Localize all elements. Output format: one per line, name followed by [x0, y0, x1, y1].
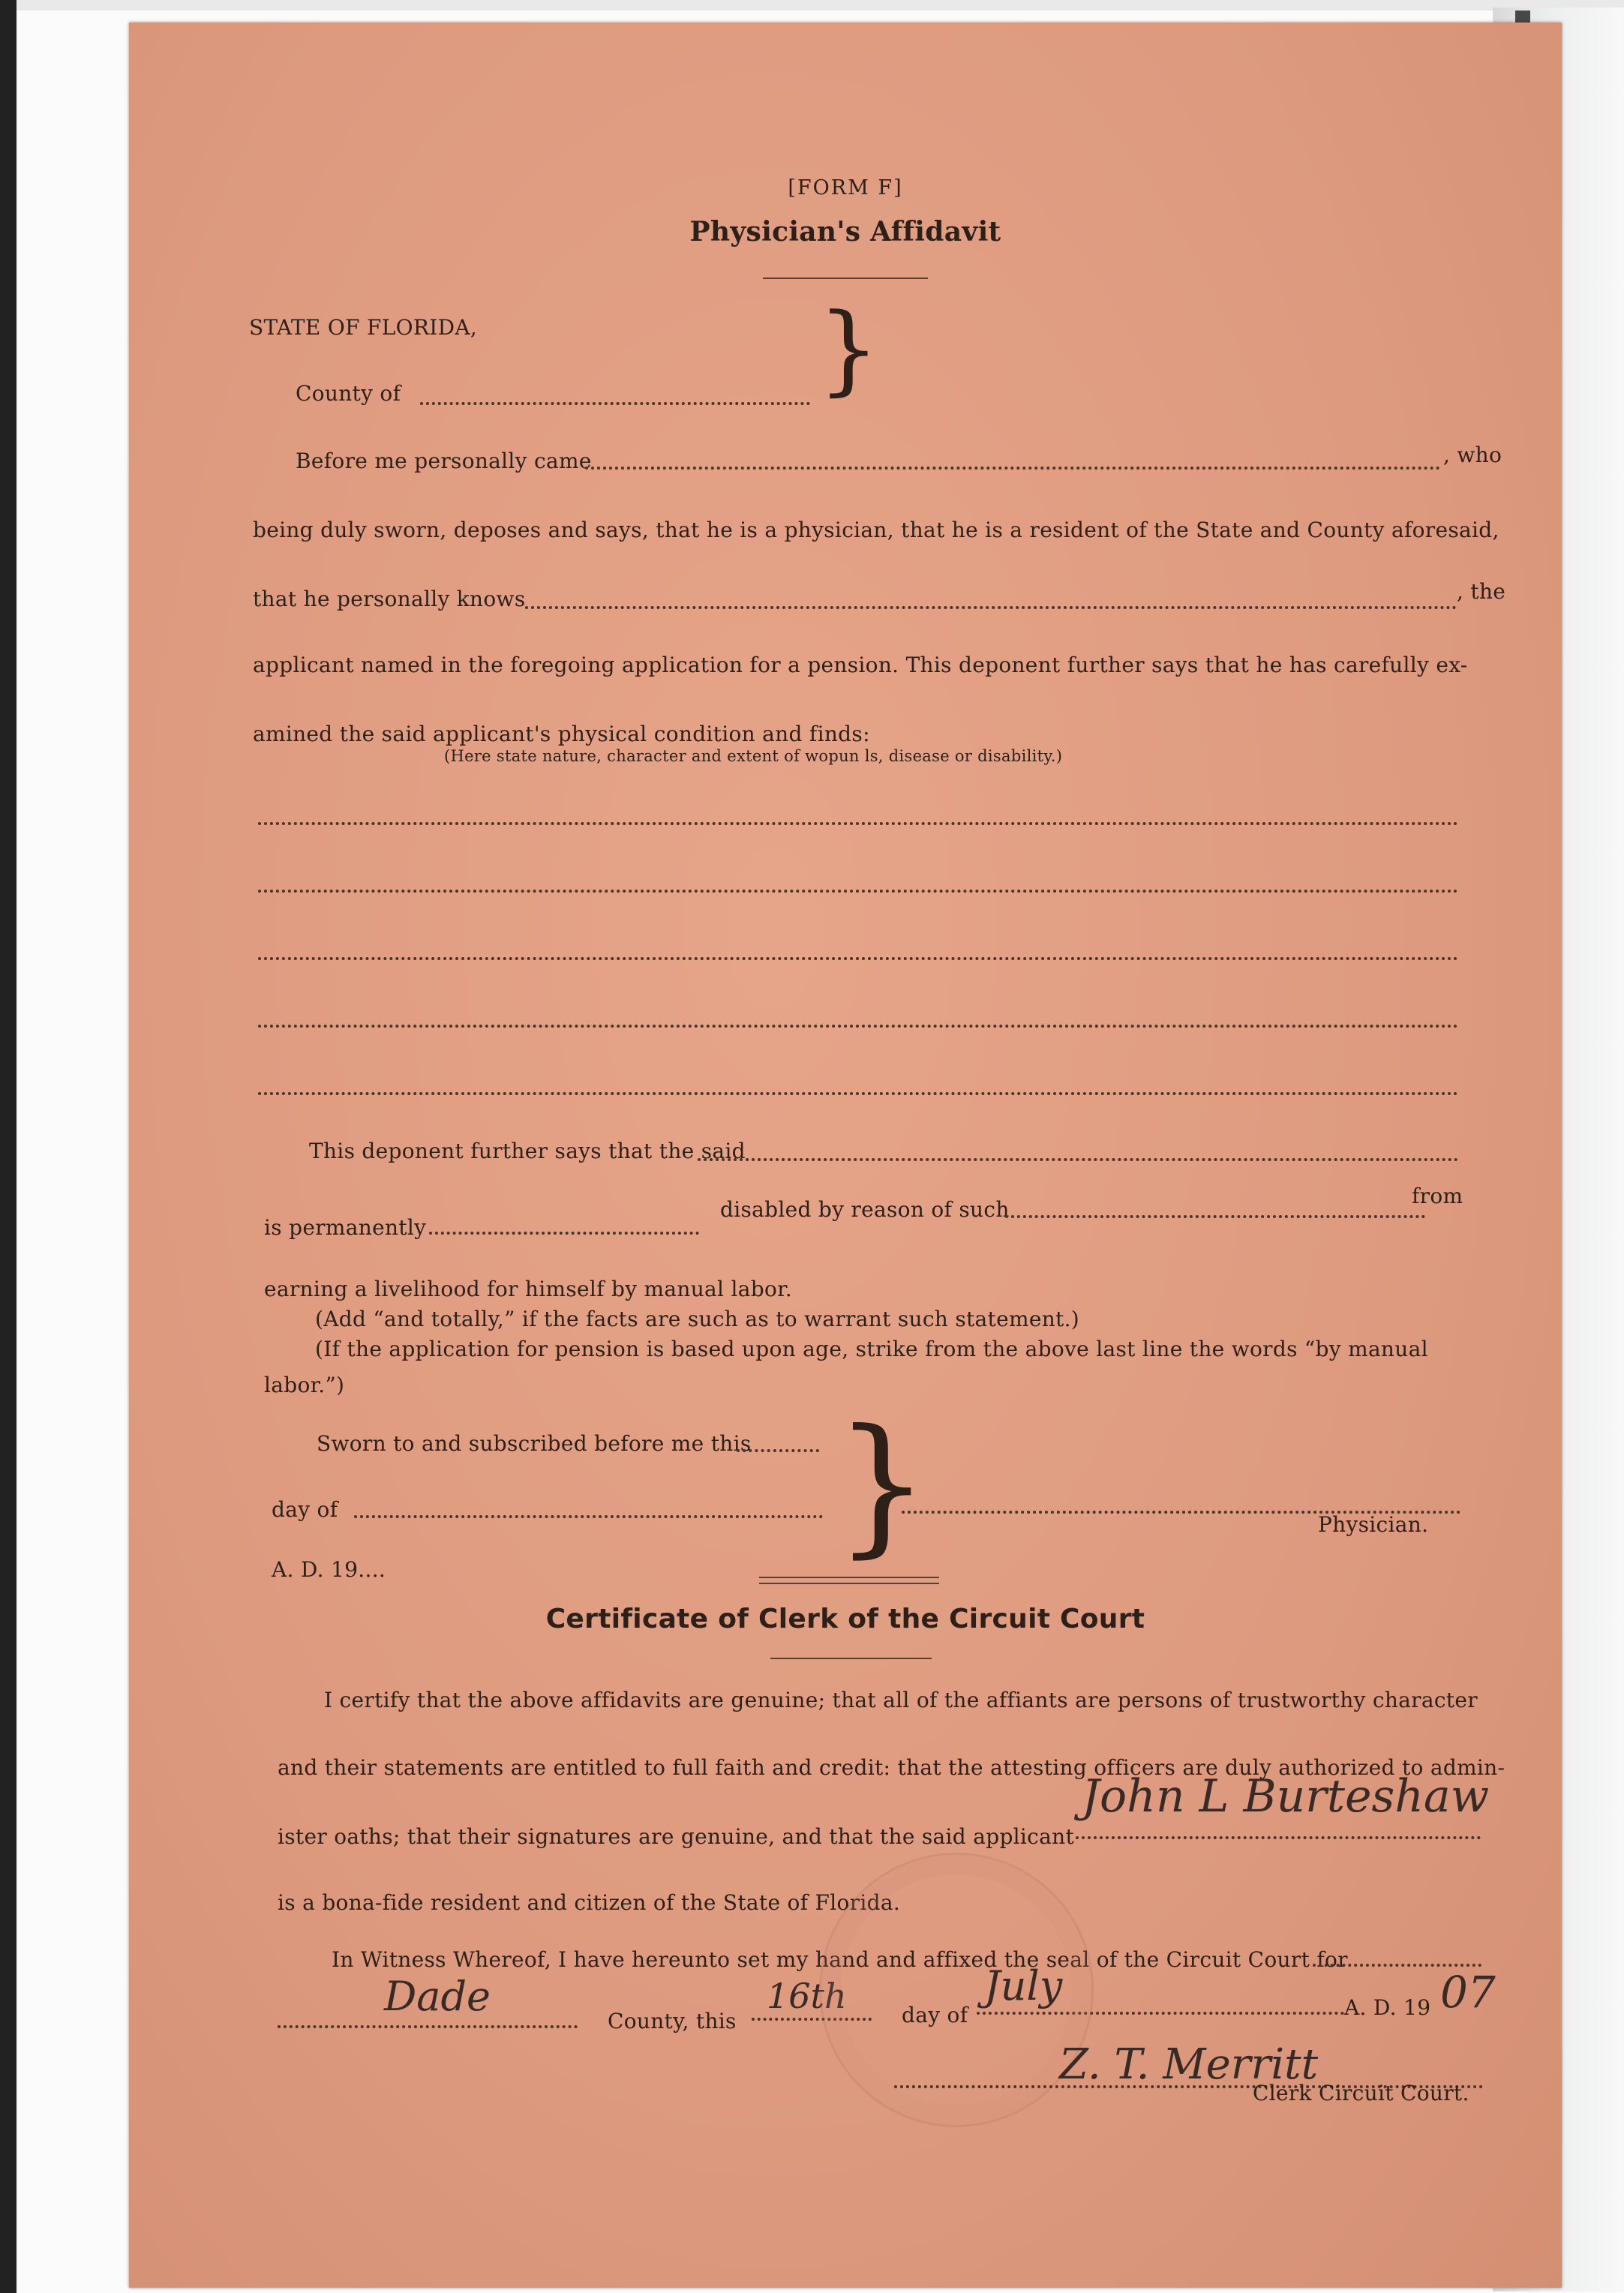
title-rule	[763, 278, 928, 279]
document-page	[129, 23, 1562, 2288]
clerk-label: Clerk Circuit Court.	[1253, 2081, 1469, 2105]
form-label: [FORM F]	[788, 176, 903, 200]
certificate-line-3: ister oaths; that their signatures are genuine, and that the said applicant	[278, 1824, 1075, 1849]
scan-left-edge	[0, 0, 17, 2293]
section-rule	[759, 1577, 939, 1578]
clerk-day-of-label: day of	[902, 2003, 968, 2027]
handwritten-year: 07	[1440, 1967, 1496, 2018]
applicant-fill-line	[525, 606, 1457, 609]
the-label: , the	[1457, 579, 1506, 604]
disabled-label: disabled by reason of such	[720, 1197, 1010, 1222]
venue-brace: }	[818, 292, 880, 406]
jurat-ad-label: A. D. 19....	[272, 1557, 386, 1582]
if-application-note: (If the application for pension is based upon age, strike from the above last line the words “by manual	[315, 1337, 1428, 1361]
here-state-note: (Here state nature, character and extent of wopun ls, disease or disability.)	[444, 747, 1063, 765]
applicant-named-text: applicant named in the foregoing application for a pension. This deponent further says that he has carefully ex-	[253, 653, 1468, 677]
knows-label: that he personally knows	[253, 587, 526, 611]
permanently-fill-line	[429, 1232, 699, 1235]
clerk-county-fill-line	[278, 2025, 578, 2028]
add-totally-note: (Add “and totally,” if the facts are such as to warrant such statement.)	[315, 1307, 1080, 1331]
findings-line	[258, 822, 1458, 825]
handwritten-day: 16th	[767, 1976, 847, 2016]
disabled-fill-line	[1005, 1215, 1425, 1218]
jurat-month-fill-line	[354, 1515, 823, 1518]
findings-line	[258, 1025, 1458, 1028]
clerk-ad-label: A. D. 19	[1344, 1995, 1431, 2020]
certificate-line-1: I certify that the above affidavits are genuine; that all of the affiants are persons of trustworthy character	[324, 1688, 1478, 1712]
scan-top-edge	[0, 0, 1624, 11]
labor-note: labor.”)	[264, 1373, 345, 1397]
findings-line	[258, 890, 1458, 893]
earning-text: earning a livelihood for himself by manual labor.	[264, 1277, 792, 1301]
jurat-brace: }	[834, 1397, 930, 1572]
affiant-fill-line	[585, 467, 1440, 470]
applicant-signature: John L Burteshaw	[1082, 1770, 1490, 1823]
state-label: STATE OF FLORIDA,	[249, 315, 478, 340]
findings-line	[258, 1092, 1458, 1095]
county-fill-line	[420, 402, 810, 405]
further-says-label: This deponent further says that the said	[309, 1139, 746, 1163]
handwritten-month: July	[984, 1962, 1063, 2009]
physician-label: Physician.	[1318, 1512, 1429, 1537]
findings-line	[258, 957, 1458, 960]
from-label: from	[1412, 1184, 1463, 1208]
sworn-day-fill-line	[737, 1449, 819, 1452]
form-title: Physician's Affidavit	[689, 216, 1001, 248]
certificate-rule	[770, 1658, 932, 1659]
jurat-day-of-label: day of	[272, 1497, 338, 1522]
examined-text: amined the said applicant's physical condition and finds:	[253, 722, 870, 746]
certificate-title: Certificate of Clerk of the Circuit Court	[545, 1604, 1145, 1634]
duly-sworn-text: being duly sworn, deposes and says, that he is a physician, that he is a resident of the State and County aforesaid,	[253, 518, 1499, 542]
certificate-line-2: and their statements are entitled to full faith and credit: that the attesting officers are duly authorized to admin-	[278, 1755, 1505, 1780]
clerk-signature: Z. T. Merritt	[1059, 2040, 1319, 2089]
witness-line: In Witness Whereof, I have hereunto set my hand and affixed the seal of the Circuit Court for	[332, 1947, 1348, 1972]
county-this-label: County, this	[608, 2009, 737, 2033]
applicant-name-fill-line	[1076, 1836, 1481, 1839]
said-fill-line	[698, 1158, 1458, 1161]
handwritten-county: Dade	[384, 1973, 491, 2020]
county-label: County of	[296, 381, 401, 406]
permanently-label: is permanently	[264, 1215, 427, 1240]
sworn-label: Sworn to and subscribed before me this	[317, 1431, 752, 1456]
certificate-line-4: is a bona-fide resident and citizen of the State of Florida.	[278, 1890, 901, 1915]
who-label: , who	[1443, 443, 1502, 467]
section-rule	[759, 1583, 939, 1584]
before-me-label: Before me personally came	[296, 449, 592, 473]
